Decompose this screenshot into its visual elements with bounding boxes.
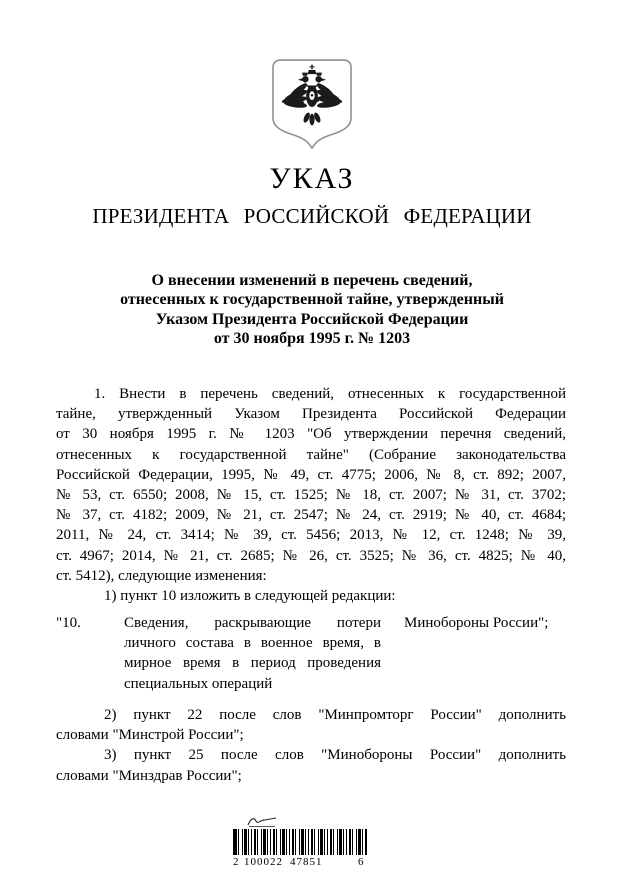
paragraph-line: 2011, № 24, ст. 3414; № 39, ст. 5456; 2013, № 12, ст. 1248; № 39,	[56, 527, 566, 544]
amendment-2-line: словами "Минстрой России";	[56, 727, 244, 744]
barcode-digit-group: 47851	[290, 856, 323, 868]
barcode-digit-group: 100022	[244, 856, 283, 868]
paragraph-line: отнесенных к государственной тайне" (Собрание законодательства	[56, 446, 566, 463]
russia-coat-of-arms-icon	[271, 58, 353, 150]
barcode-block	[233, 816, 367, 868]
item-10-description-line: Сведения, раскрывающие потери	[124, 615, 381, 631]
paragraph-line: ст. 4967; 2014, № 21, ст. 2685; № 26, ст. 3525; № 36, ст. 4825; № 40,	[56, 547, 566, 564]
decree-title: УКАЗ	[269, 162, 355, 195]
subject-line: О внесении изменений в перечень сведений,	[151, 272, 473, 289]
subject-line: Указом Президента Российской Федерации	[155, 310, 469, 328]
paragraph-line: Российской Федерации, 1995, № 49, ст. 4775; 2006, № 8, ст. 892; 2007,	[56, 466, 566, 483]
item-10-number: "10.	[56, 615, 81, 631]
decree-issuer: ПРЕЗИДЕНТА РОССИЙСКОЙ ФЕДЕРАЦИИ	[92, 204, 532, 228]
paragraph-line: тайне, утвержденный Указом Президента Российской Федерации	[56, 406, 566, 423]
item-10-authority: Минобороны России";	[404, 615, 549, 631]
paragraph-line: 1. Внести в перечень сведений, отнесенных к государственной	[94, 386, 566, 402]
handwritten-mark	[245, 816, 281, 829]
item-10-description-line: мирное время в период проведения	[124, 655, 381, 672]
barcode-bars	[233, 829, 367, 855]
item-10-description	[124, 613, 381, 694]
barcode-digit-group: 2	[233, 856, 239, 868]
amendments	[56, 705, 566, 786]
amendment-3-line: словами "Минздрав России";	[56, 767, 242, 784]
item-10-row	[56, 613, 566, 694]
barcode-digit-group: 6	[358, 856, 364, 868]
paragraph-line: 1) пункт 10 изложить в следующей редакции:	[104, 588, 396, 605]
subject-line: отнесенных к государственной тайне, утвержденный	[120, 291, 504, 309]
paragraph-1	[56, 384, 566, 606]
amendment-2-line: 2) пункт 22 после слов "Минпромторг России" дополнить	[104, 707, 566, 723]
decree-subject	[0, 271, 624, 349]
paragraph-line: ст. 5412), следующие изменения:	[56, 567, 267, 584]
item-10-description-line: специальных операций	[124, 675, 273, 692]
subject-line: от 30 ноября 1995 г. № 1203	[213, 330, 411, 348]
amendment-3-line: 3) пункт 25 после слов "Минобороны России" дополнить	[104, 747, 566, 764]
paragraph-line: № 37, ст. 4182; 2009, № 21, ст. 2547; № 24, ст. 2919; № 40, ст. 4684;	[56, 507, 566, 524]
barcode-digits	[233, 856, 367, 868]
paragraph-line: от 30 ноября 1995 г. № 1203 "Об утверждении перечня сведений,	[56, 426, 566, 443]
item-10-description-line: личного состава в военное время, в	[124, 635, 381, 652]
paragraph-line: № 53, ст. 6550; 2008, № 15, ст. 1525; № 18, ст. 2007; № 31, ст. 3702;	[56, 487, 566, 504]
